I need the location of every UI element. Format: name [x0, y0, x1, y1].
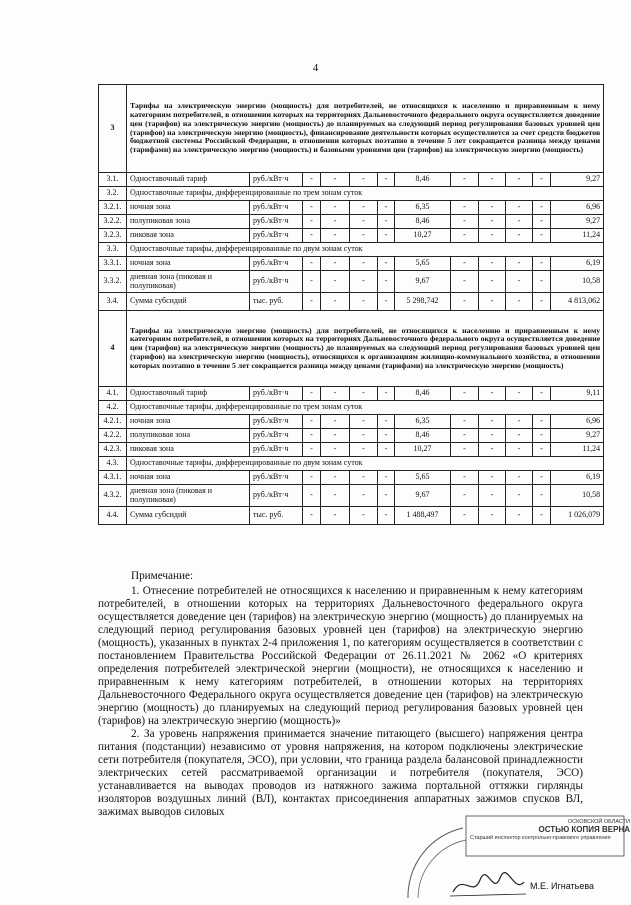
dash-cell: - — [506, 443, 533, 457]
row-subheading: Одноставочные тарифы, дифференцированные по трем зонам суток — [127, 187, 604, 201]
value-period-2: 9,27 — [551, 173, 604, 187]
dash-cell: - — [479, 293, 506, 311]
row-name: дневная зона (пиковая и полупиковая) — [127, 271, 250, 293]
row-number: 4.2.2. — [99, 429, 127, 443]
dash-cell: - — [350, 293, 378, 311]
dash-cell: - — [321, 471, 350, 485]
dash-cell: - — [303, 201, 321, 215]
dash-cell: - — [533, 415, 551, 429]
dash-cell: - — [350, 271, 378, 293]
note-title: Примечание: — [131, 570, 194, 582]
dash-cell: - — [479, 215, 506, 229]
dash-cell: - — [451, 485, 479, 507]
value-period-2: 9,27 — [551, 215, 604, 229]
dash-cell: - — [350, 173, 378, 187]
table-row — [99, 271, 604, 293]
row-name: дневная зона (пиковая и полупиковая) — [127, 485, 250, 507]
dash-cell: - — [303, 257, 321, 271]
dash-cell: - — [533, 257, 551, 271]
row-number: 4.3.1. — [99, 471, 127, 485]
dash-cell: - — [350, 429, 378, 443]
dash-cell: - — [506, 201, 533, 215]
row-number: 4.4. — [99, 507, 127, 525]
dash-cell: - — [479, 229, 506, 243]
dash-cell: - — [321, 507, 350, 525]
row-subheading: Одноставочные тарифы, дифференцированные по трем зонам суток — [127, 401, 604, 415]
dash-cell: - — [506, 271, 533, 293]
dash-cell: - — [350, 387, 378, 401]
table-row — [99, 471, 604, 485]
dash-cell: - — [303, 173, 321, 187]
tariff-table — [98, 84, 604, 525]
value-period-2: 10,58 — [551, 485, 604, 507]
row-unit: руб./кВт·ч — [250, 215, 303, 229]
row-unit: руб./кВт·ч — [250, 201, 303, 215]
signer-name: М.Е. Игнатьева — [530, 881, 595, 891]
value-period-1: 10,27 — [395, 229, 451, 243]
dash-cell: - — [533, 429, 551, 443]
row-name: Сумма субсидий — [127, 293, 250, 311]
row-number: 3.2.1. — [99, 201, 127, 215]
row-name: Одноставочный тариф — [127, 173, 250, 187]
table-row — [99, 415, 604, 429]
value-period-1: 5 298,742 — [395, 293, 451, 311]
dash-cell: - — [506, 173, 533, 187]
value-period-1: 8,46 — [395, 173, 451, 187]
dash-cell: - — [321, 257, 350, 271]
value-period-1: 9,67 — [395, 271, 451, 293]
value-period-1: 5,65 — [395, 257, 451, 271]
dash-cell: - — [451, 201, 479, 215]
value-period-2: 9,27 — [551, 429, 604, 443]
row-number: 3.2. — [99, 187, 127, 201]
section-header-row — [99, 85, 604, 173]
signature-mark — [448, 868, 528, 900]
value-period-1: 6,35 — [395, 415, 451, 429]
dash-cell: - — [321, 173, 350, 187]
row-number: 4.1. — [99, 387, 127, 401]
dash-cell: - — [378, 173, 395, 187]
row-unit: руб./кВт·ч — [250, 485, 303, 507]
row-number: 4.3.2. — [99, 485, 127, 507]
dash-cell: - — [378, 485, 395, 507]
dash-cell: - — [378, 229, 395, 243]
row-name: полупиковая зона — [127, 429, 250, 443]
dash-cell: - — [350, 443, 378, 457]
dash-cell: - — [321, 415, 350, 429]
value-period-1: 8,46 — [395, 429, 451, 443]
dash-cell: - — [533, 471, 551, 485]
dash-cell: - — [321, 485, 350, 507]
section-header: Тарифы на электрическую энергию (мощность) для потребителей, не относящихся к населению и приравненным к нему категориям потребителей, в отношении которых на территориях Дальневосточного федерального округа осуществляется доведение цен (тарифов) на электрическую энергию (мощность) до планируемых на следующий период регулирования базовых уровней цен (тарифов) на электрическую энергию (мощность), относящихся к организациям жилищно-коммунального хозяйства, в отношении которых поэтапно в течение 5 лет сокращается разница между ценами (тарифами) на электрическую энергию (мощность) — [127, 311, 604, 387]
dash-cell: - — [378, 257, 395, 271]
row-unit: руб./кВт·ч — [250, 387, 303, 401]
table-row — [99, 429, 604, 443]
stamp-line-3: Старший инспектор контрольно-правового управления — [470, 835, 611, 841]
dash-cell: - — [533, 293, 551, 311]
dash-cell: - — [321, 201, 350, 215]
dash-cell: - — [506, 429, 533, 443]
dash-cell: - — [378, 415, 395, 429]
dash-cell: - — [378, 387, 395, 401]
dash-cell: - — [479, 271, 506, 293]
dash-cell: - — [533, 271, 551, 293]
dash-cell: - — [479, 257, 506, 271]
dash-cell: - — [451, 429, 479, 443]
row-unit: руб./кВт·ч — [250, 229, 303, 243]
dash-cell: - — [533, 173, 551, 187]
value-period-1: 10,27 — [395, 443, 451, 457]
dash-cell: - — [479, 485, 506, 507]
table-row — [99, 201, 604, 215]
dash-cell: - — [506, 293, 533, 311]
dash-cell: - — [451, 387, 479, 401]
dash-cell: - — [479, 471, 506, 485]
value-period-1: 1 488,497 — [395, 507, 451, 525]
row-number: 3.3.1. — [99, 257, 127, 271]
dash-cell: - — [479, 507, 506, 525]
value-period-2: 10,58 — [551, 271, 604, 293]
dash-cell: - — [378, 215, 395, 229]
table-row — [99, 173, 604, 187]
table-row — [99, 507, 604, 525]
row-name: полупиковая зона — [127, 215, 250, 229]
dash-cell: - — [479, 387, 506, 401]
value-period-2: 1 026,079 — [551, 507, 604, 525]
dash-cell: - — [506, 387, 533, 401]
value-period-1: 8,46 — [395, 387, 451, 401]
dash-cell: - — [321, 387, 350, 401]
dash-cell: - — [506, 257, 533, 271]
dash-cell: - — [451, 229, 479, 243]
row-unit: руб./кВт·ч — [250, 257, 303, 271]
dash-cell: - — [506, 215, 533, 229]
dash-cell: - — [533, 507, 551, 525]
dash-cell: - — [321, 229, 350, 243]
table-row — [99, 387, 604, 401]
dash-cell: - — [378, 271, 395, 293]
dash-cell: - — [479, 201, 506, 215]
note-paragraph-2: 2. За уровень напряжения принимается значение питающего (высшего) напряжения центра питания (подстанции) независимо от уровня напряжения, на котором подключены электрические сети потребителя (покупателя, ЭСО), при условии, что граница раздела балансовой принадлежности электрических сетей рассматриваемой организации и потребителя (покупателя, ЭСО) устанавливается на выводах проводов из натяжного зажима портальной оттяжки гирлянды изоляторов воздушных линий (ВЛ), контактах присоединения аппаратных зажимов спусков ВЛ, зажимах выводов силовых — [98, 728, 583, 818]
row-unit: руб./кВт·ч — [250, 415, 303, 429]
row-name: Одноставочный тариф — [127, 387, 250, 401]
row-number: 4.3. — [99, 457, 127, 471]
dash-cell: - — [303, 387, 321, 401]
dash-cell: - — [378, 507, 395, 525]
dash-cell: - — [303, 271, 321, 293]
value-period-1: 8,46 — [395, 215, 451, 229]
row-name: Сумма субсидий — [127, 507, 250, 525]
row-name: пиковая зона — [127, 229, 250, 243]
row-subheading: Одноставочные тарифы, дифференцированные по двум зонам суток — [127, 243, 604, 257]
dash-cell: - — [506, 229, 533, 243]
table-row — [99, 401, 604, 415]
dash-cell: - — [303, 471, 321, 485]
dash-cell: - — [321, 429, 350, 443]
table-row — [99, 457, 604, 471]
table-row — [99, 485, 604, 507]
dash-cell: - — [350, 201, 378, 215]
dash-cell: - — [378, 201, 395, 215]
stamp-line-2: ОСТЬЮ КОПИЯ ВЕРНА — [538, 825, 630, 834]
value-period-2: 11,24 — [551, 443, 604, 457]
dash-cell: - — [451, 443, 479, 457]
dash-cell: - — [451, 271, 479, 293]
dash-cell: - — [303, 415, 321, 429]
dash-cell: - — [321, 293, 350, 311]
dash-cell: - — [321, 215, 350, 229]
dash-cell: - — [303, 293, 321, 311]
dash-cell: - — [533, 485, 551, 507]
row-number: 4.2.1. — [99, 415, 127, 429]
table-row — [99, 187, 604, 201]
dash-cell: - — [506, 471, 533, 485]
dash-cell: - — [506, 415, 533, 429]
stamp-text — [470, 818, 630, 842]
note-block — [98, 570, 583, 819]
dash-cell: - — [533, 443, 551, 457]
section-number: 3 — [99, 85, 127, 173]
row-name: пиковая зона — [127, 443, 250, 457]
dash-cell: - — [479, 443, 506, 457]
value-period-2: 6,96 — [551, 201, 604, 215]
row-unit: руб./кВт·ч — [250, 429, 303, 443]
table-row — [99, 257, 604, 271]
row-name: ночная зона — [127, 257, 250, 271]
dash-cell: - — [451, 471, 479, 485]
dash-cell: - — [479, 415, 506, 429]
row-subheading: Одноставочные тарифы, дифференцированные по двум зонам суток — [127, 457, 604, 471]
value-period-1: 9,67 — [395, 485, 451, 507]
row-number: 3.4. — [99, 293, 127, 311]
dash-cell: - — [350, 415, 378, 429]
dash-cell: - — [451, 215, 479, 229]
dash-cell: - — [303, 443, 321, 457]
row-number: 4.2. — [99, 401, 127, 415]
row-unit: руб./кВт·ч — [250, 443, 303, 457]
dash-cell: - — [451, 293, 479, 311]
dash-cell: - — [378, 471, 395, 485]
row-number: 3.1. — [99, 173, 127, 187]
section-header-row — [99, 311, 604, 387]
dash-cell: - — [506, 507, 533, 525]
dash-cell: - — [533, 201, 551, 215]
section-number: 4 — [99, 311, 127, 387]
dash-cell: - — [303, 229, 321, 243]
dash-cell: - — [451, 173, 479, 187]
dash-cell: - — [378, 429, 395, 443]
row-number: 3.2.2. — [99, 215, 127, 229]
value-period-1: 6,35 — [395, 201, 451, 215]
page-number: 4 — [312, 62, 319, 74]
row-unit: руб./кВт·ч — [250, 173, 303, 187]
row-unit: тыс. руб. — [250, 293, 303, 311]
dash-cell: - — [378, 443, 395, 457]
dash-cell: - — [303, 215, 321, 229]
dash-cell: - — [533, 229, 551, 243]
dash-cell: - — [303, 429, 321, 443]
row-unit: руб./кВт·ч — [250, 271, 303, 293]
note-paragraph-1: 1. Отнесение потребителей не относящихся к населению и приравненным к нему категориям потребителей, в отношении которых на территориях Дальневосточного федерального округа осуществляется доведение цен (тарифов) на электрическую энергию (мощность) до планируемых на следующий период регулирования базовых уровней цен (тарифов) на электрическую энергию (мощность), указанных в пунктах 2-4 приложения 1, по категориям осуществляется в соответствии с постановлением Правительства Российской Федерации от 26.11.2021 № 2062 «О критериях определения потребителей электрической энергии (мощности), не относящихся к населению и приравненным к нему категориям потребителей, в отношении которых на территориях Дальневосточного Федерального округа осуществляется доведение цен (тарифов) на электрическую энергию (мощность) до планируемых на следующий период регулирования базовых уровней цен (тарифов) на электрическую энергию (мощность)» — [98, 585, 583, 727]
dash-cell: - — [350, 507, 378, 525]
row-name: ночная зона — [127, 201, 250, 215]
value-period-2: 4 813,062 — [551, 293, 604, 311]
dash-cell: - — [321, 271, 350, 293]
value-period-2: 11,24 — [551, 229, 604, 243]
dash-cell: - — [506, 485, 533, 507]
dash-cell: - — [451, 257, 479, 271]
dash-cell: - — [350, 471, 378, 485]
dash-cell: - — [378, 293, 395, 311]
row-name: ночная зона — [127, 471, 250, 485]
row-name: ночная зона — [127, 415, 250, 429]
value-period-2: 6,96 — [551, 415, 604, 429]
row-unit: тыс. руб. — [250, 507, 303, 525]
row-number: 3.3.2. — [99, 271, 127, 293]
dash-cell: - — [350, 485, 378, 507]
dash-cell: - — [479, 173, 506, 187]
value-period-1: 5,65 — [395, 471, 451, 485]
dash-cell: - — [321, 443, 350, 457]
dash-cell: - — [451, 415, 479, 429]
dash-cell: - — [303, 507, 321, 525]
table-row — [99, 229, 604, 243]
dash-cell: - — [350, 215, 378, 229]
table-row — [99, 243, 604, 257]
stamp-line-1: ОСКОВСКОЙ ОБЛАСТИ — [567, 819, 630, 825]
value-period-2: 9,11 — [551, 387, 604, 401]
dash-cell: - — [533, 387, 551, 401]
dash-cell: - — [451, 507, 479, 525]
row-unit: руб./кВт·ч — [250, 471, 303, 485]
row-number: 4.2.3. — [99, 443, 127, 457]
row-number: 3.3. — [99, 243, 127, 257]
dash-cell: - — [533, 215, 551, 229]
row-number: 3.2.3. — [99, 229, 127, 243]
dash-cell: - — [350, 229, 378, 243]
dash-cell: - — [303, 485, 321, 507]
value-period-2: 6,19 — [551, 471, 604, 485]
section-header: Тарифы на электрическую энергию (мощность) для потребителей, не относящихся к населению и приравненным к нему категориям потребителей, в отношении которых на территориях Дальневосточного федерального округа осуществляется доведение цен (тарифов) на электрическую энергию (мощность) до планируемых на следующий период регулирования базовых уровней цен (тарифов) на электрическую энергию (мощность), финансирование деятельности которых осуществляется за счет средств бюджетов бюджетной системы Российской Федерации, в отношении которых поэтапно в течение 5 лет сокращается разница между ценами (тарифами) на электрическую энергию (мощность) и базовыми уровнями цен (тарифов) на электрическую энергию (мощность) — [127, 85, 604, 173]
table-row — [99, 443, 604, 457]
value-period-2: 6,19 — [551, 257, 604, 271]
table-row — [99, 215, 604, 229]
table-row — [99, 293, 604, 311]
dash-cell: - — [350, 257, 378, 271]
dash-cell: - — [479, 429, 506, 443]
